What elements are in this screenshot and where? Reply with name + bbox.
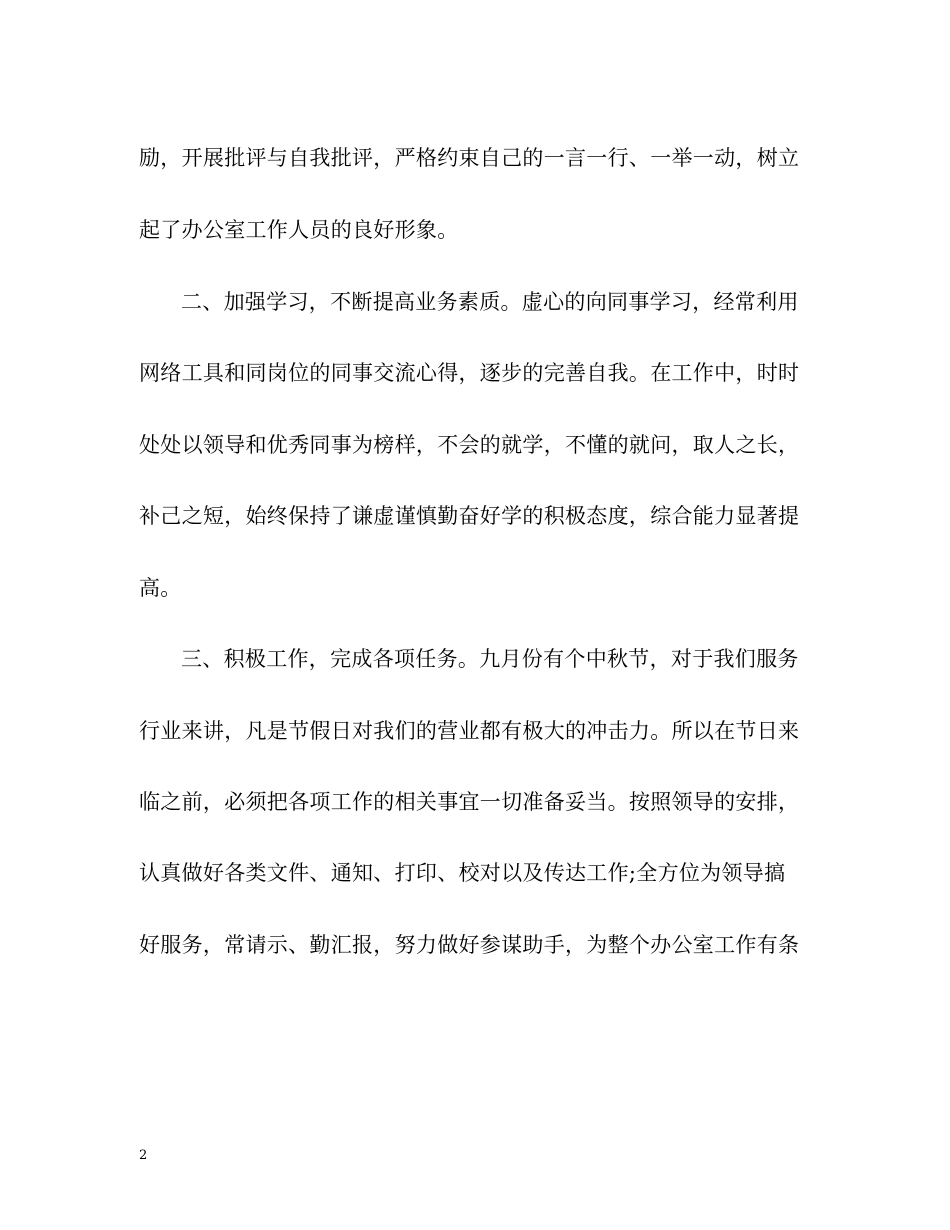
text-line: 认真做好各类文件、通知、打印、校对以及传达工作;全方位为领导搞 (139, 861, 786, 885)
text-line: 起了办公室工作人员的良好形象。 (139, 218, 459, 242)
text-line: 好服务，常请示、勤汇报，努力做好参谋助手，为整个办公室工作有条 (139, 933, 800, 957)
text-line: 网络工具和同岗位的同事交流心得，逐步的完善自我。在工作中，时时 (139, 361, 800, 385)
text-line: 临之前，必须把各项工作的相关事宜一切准备妥当。按照领导的安排， (139, 790, 800, 814)
text-line: 行业来讲，凡是节假日对我们的营业都有极大的冲击力。所以在节日来 (139, 719, 800, 743)
paragraph-start-line: 三、积极工作，完成各项任务。九月份有个中秋节，对于我们服务 (181, 647, 799, 671)
text-line: 补己之短，始终保持了谦虚谨慎勤奋好学的积极态度，综合能力显著提 (139, 504, 800, 528)
paragraph-start-line: 二、加强学习，不断提高业务素质。虚心的向同事学习，经常利用 (181, 290, 799, 314)
text-line: 处处以领导和优秀同事为榜样，不会的就学，不懂的就问，取人之长， (139, 433, 800, 457)
page-number: 2 (139, 1148, 148, 1163)
text-line: 高。 (139, 576, 182, 600)
text-line: 励，开展批评与自我批评，严格约束自己的一言一行、一举一动，树立 (139, 146, 800, 170)
